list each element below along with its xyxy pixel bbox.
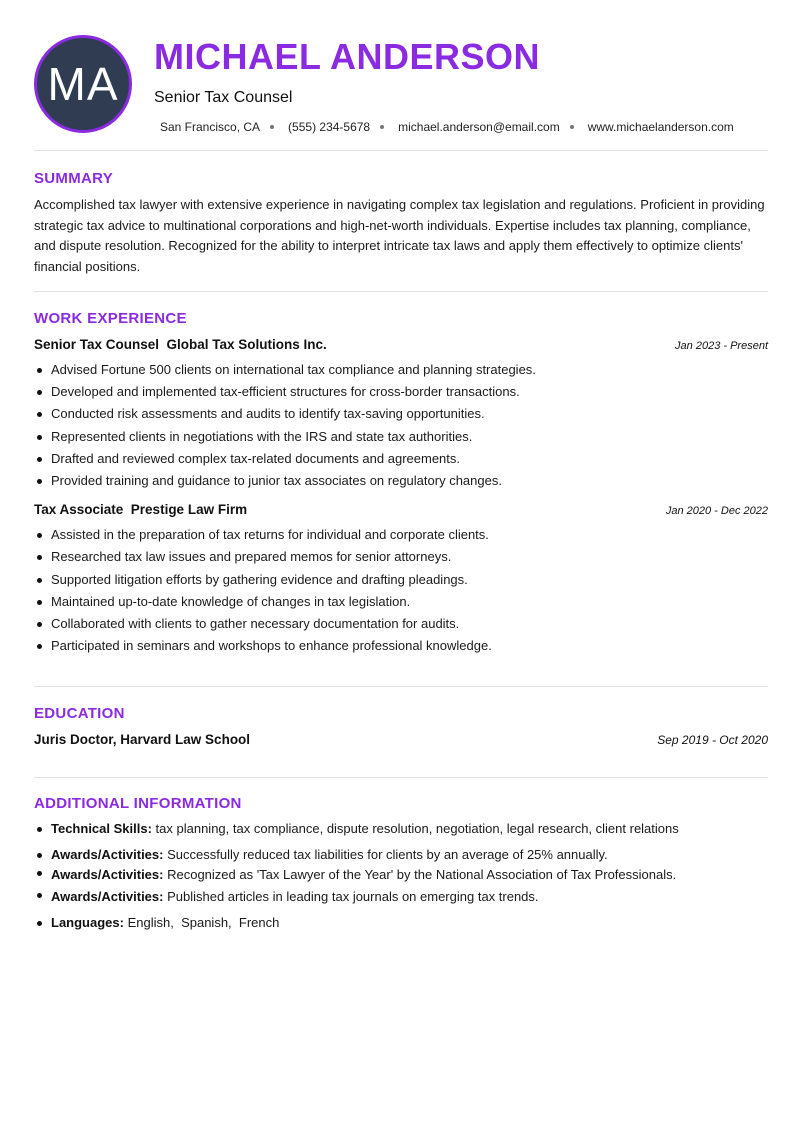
experience-section	[34, 292, 768, 686]
contact-website[interactable]: www.michaelanderson.com	[587, 120, 734, 134]
section-title-education: EDUCATION	[34, 705, 125, 722]
list-item	[34, 846, 768, 864]
list-item: Drafted and reviewed complex tax-related documents and agreements.	[34, 448, 768, 470]
list-item: Advised Fortune 500 clients on international tax compliance and planning strategies.	[34, 359, 768, 381]
item-label: Technical Skills:	[51, 821, 152, 836]
job-title: Senior Tax Counsel Global Tax Solutions Inc.	[34, 337, 327, 352]
list-item: Supported litigation efforts by gathering evidence and drafting pleadings.	[34, 569, 768, 591]
separator-dot	[270, 125, 274, 129]
additional-list	[34, 820, 768, 932]
avatar-initials: MA	[47, 58, 119, 110]
job-title: Tax Associate Prestige Law Firm	[34, 502, 248, 518]
contact-location: San Francisco, CA	[160, 120, 261, 134]
job-dates: Jan 2023 - Present	[675, 340, 768, 352]
list-item: Provided training and guidance to junior tax associates on regulatory changes.	[34, 470, 768, 492]
list-item	[34, 914, 768, 932]
list-item: Participated in seminars and workshops to enhance professional knowledge.	[34, 635, 768, 657]
summary-section	[34, 151, 768, 291]
list-item: Researched tax law issues and prepared memos for senior attorneys.	[34, 546, 768, 568]
job-bullets	[34, 524, 768, 657]
contact-email[interactable]: michael.anderson@email.com	[398, 120, 560, 134]
item-text: tax planning, tax compliance, dispute resolution, negotiation, legal research, client relations	[155, 821, 679, 836]
job-entry	[34, 337, 768, 492]
item-text: Successfully reduced tax liabilities for clients by an average of 25% annually.	[167, 847, 608, 862]
list-item: Collaborated with clients to gather necessary documentation for audits.	[34, 613, 768, 635]
section-title-summary: SUMMARY	[34, 170, 114, 187]
contact-bar	[160, 120, 734, 134]
resume-header	[34, 0, 768, 150]
job-dates: Jan 2020 - Dec 2022	[665, 505, 768, 518]
item-text: English, Spanish, French	[127, 915, 280, 930]
list-item	[34, 864, 768, 886]
job-bullets	[34, 359, 768, 492]
item-label: Awards/Activities:	[51, 867, 164, 882]
item-label: Awards/Activities:	[51, 889, 164, 904]
section-title-additional: ADDITIONAL INFORMATION	[34, 795, 242, 812]
contact-phone: (555) 234-5678	[288, 120, 371, 134]
item-text: Recognized as 'Tax Lawyer of the Year' by the National Association of Tax Professionals.	[167, 867, 677, 882]
item-label: Awards/Activities:	[51, 847, 164, 862]
job-entry	[34, 502, 768, 657]
candidate-name: MICHAEL ANDERSON	[154, 36, 541, 77]
list-item	[34, 886, 768, 908]
list-item: Developed and implemented tax-efficient structures for cross-border transactions.	[34, 381, 768, 403]
avatar	[34, 35, 132, 133]
additional-section	[34, 778, 768, 932]
resume-page	[34, 0, 768, 932]
list-item: Assisted in the preparation of tax returns for individual and corporate clients.	[34, 524, 768, 546]
degree-dates: Sep 2019 - Oct 2020	[657, 733, 768, 747]
list-item: Represented clients in negotiations with the IRS and state tax authorities.	[34, 426, 768, 448]
separator-dot	[570, 125, 574, 129]
item-label: Languages:	[51, 915, 124, 930]
candidate-title: Senior Tax Counsel	[154, 89, 293, 106]
summary-text: Accomplished tax lawyer with extensive experience in navigating complex tax legislation and regulations. Proficient in providing strategic tax advice to multinational corporations and high-net-worth individuals. Expertise includes tax planning, compliance, and dispute resolution. Recognized for the ability to interpret intricate tax laws and apply them effectively to optimize clients' financial positions.	[34, 197, 765, 274]
item-text: Published articles in leading tax journals on emerging tax trends.	[167, 889, 539, 904]
section-title-experience: WORK EXPERIENCE	[34, 310, 187, 327]
separator-dot	[380, 125, 384, 129]
list-item	[34, 820, 768, 838]
list-item: Maintained up-to-date knowledge of changes in tax legislation.	[34, 591, 768, 613]
list-item: Conducted risk assessments and audits to identify tax-saving opportunities.	[34, 403, 768, 425]
degree-title: Juris Doctor, Harvard Law School	[34, 732, 251, 747]
education-section	[34, 687, 768, 777]
education-entry	[34, 732, 768, 747]
